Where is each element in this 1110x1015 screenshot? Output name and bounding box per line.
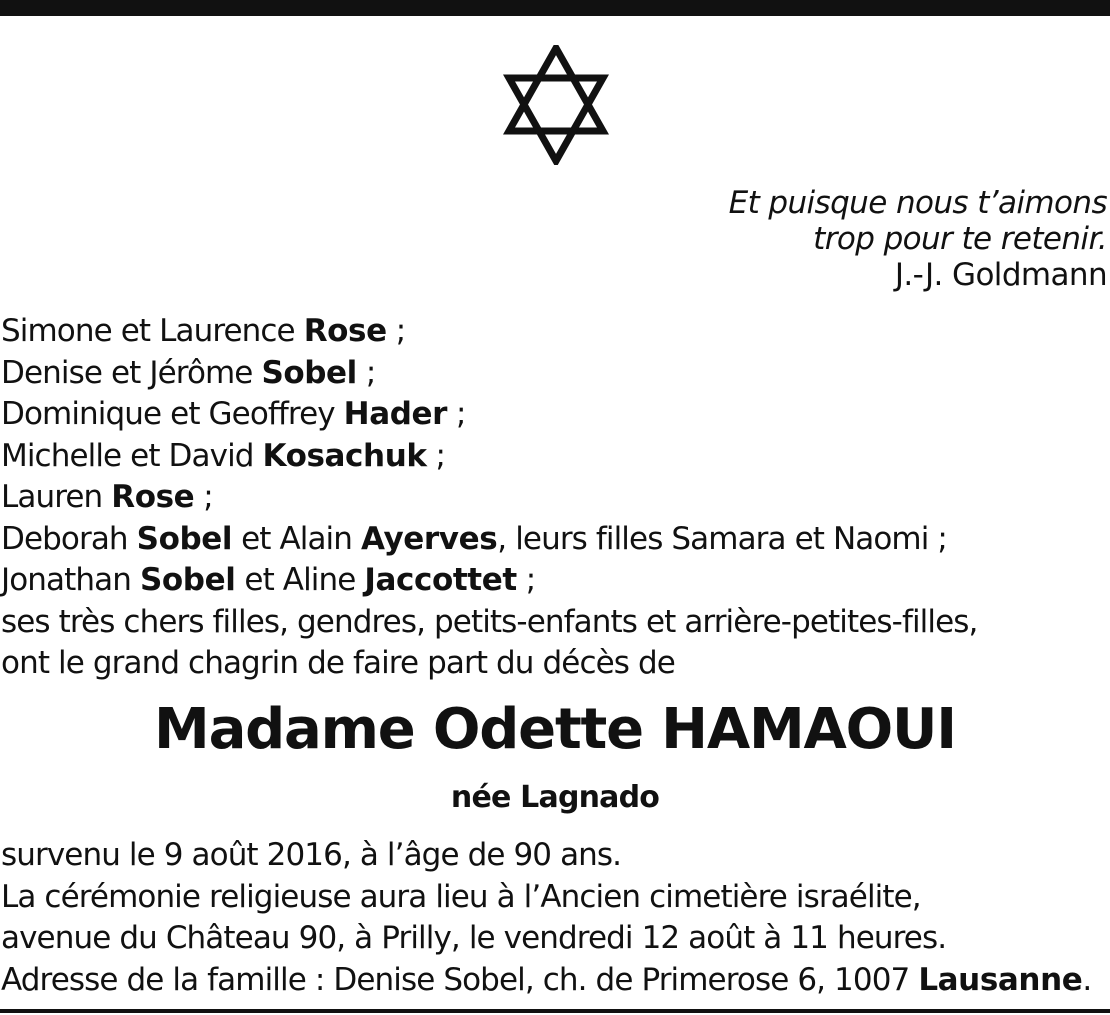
details-line: La cérémonie religieuse aura lieu à l’Ancien cimetière israélite, bbox=[1, 878, 921, 915]
family-row bbox=[1, 394, 1106, 436]
family-row bbox=[1, 477, 1106, 519]
family-surname: Rose bbox=[303, 313, 387, 349]
bottom-rule bbox=[0, 1009, 1110, 1013]
address-text: Adresse de la famille : Denise Sobel, ch. de Primerose 6, 1007 bbox=[1, 961, 919, 998]
details-line: avenue du Château 90, à Prilly, le vendredi 12 août à 11 heures. bbox=[1, 920, 947, 956]
top-rule bbox=[0, 0, 1110, 16]
epigraph-line: trop pour te retenir. bbox=[813, 221, 1107, 257]
family-row bbox=[1, 560, 1106, 602]
star-of-david-icon bbox=[503, 45, 609, 165]
family-text: ; bbox=[194, 479, 213, 515]
address-city: Lausanne bbox=[918, 961, 1083, 998]
family-text: et Alain bbox=[232, 520, 361, 557]
family-row bbox=[1, 519, 1106, 561]
family-list bbox=[1, 311, 1106, 685]
family-surname: Kosachuk bbox=[262, 437, 427, 474]
family-address bbox=[1, 960, 1109, 1002]
family-closing-line: ont le grand chagrin de faire part du décès de bbox=[1, 645, 675, 681]
epigraph-author: J.-J. Goldmann bbox=[894, 257, 1107, 293]
family-text: Dominique et Geoffrey bbox=[1, 396, 344, 432]
family-row bbox=[1, 311, 1106, 353]
family-surname: Jaccottet bbox=[364, 562, 517, 598]
family-text: ; bbox=[426, 437, 446, 474]
maiden-name: née Lagnado bbox=[450, 780, 660, 815]
family-closing-line: ses très chers filles, gendres, petits-enfants et arrière-petites-filles, bbox=[1, 603, 978, 640]
family-text: Lauren bbox=[1, 479, 112, 515]
family-surname: Sobel bbox=[139, 562, 236, 598]
family-row bbox=[1, 436, 1106, 478]
epigraph bbox=[547, 185, 1107, 293]
family-surname: Ayerves bbox=[360, 520, 498, 557]
family-text: Michelle et David bbox=[1, 437, 263, 474]
family-text: ; bbox=[447, 396, 466, 432]
family-surname: Sobel bbox=[261, 354, 357, 391]
details-line: survenu le 9 août 2016, à l’âge de 90 ans. bbox=[1, 837, 622, 873]
family-row bbox=[1, 353, 1106, 395]
family-surname: Hader bbox=[343, 396, 448, 432]
funeral-details bbox=[1, 835, 1109, 1001]
family-text: , leurs filles Samara et Naomi ; bbox=[497, 520, 947, 557]
deceased-name: Madame Odette HAMAOUI bbox=[154, 697, 956, 762]
family-text: Deborah bbox=[1, 520, 137, 557]
family-text: ; bbox=[386, 313, 406, 349]
epigraph-line: Et puisque nous t’aimons bbox=[728, 185, 1107, 221]
family-text: ; bbox=[356, 354, 376, 391]
family-text: ; bbox=[516, 562, 536, 598]
family-text: Jonathan bbox=[1, 562, 140, 598]
family-surname: Sobel bbox=[136, 520, 233, 557]
family-text: et Aline bbox=[235, 562, 365, 598]
family-text: Denise et Jérôme bbox=[1, 354, 262, 391]
family-text: Simone et Laurence bbox=[1, 313, 304, 349]
family-surname: Rose bbox=[111, 479, 195, 515]
address-text: . bbox=[1082, 961, 1092, 998]
